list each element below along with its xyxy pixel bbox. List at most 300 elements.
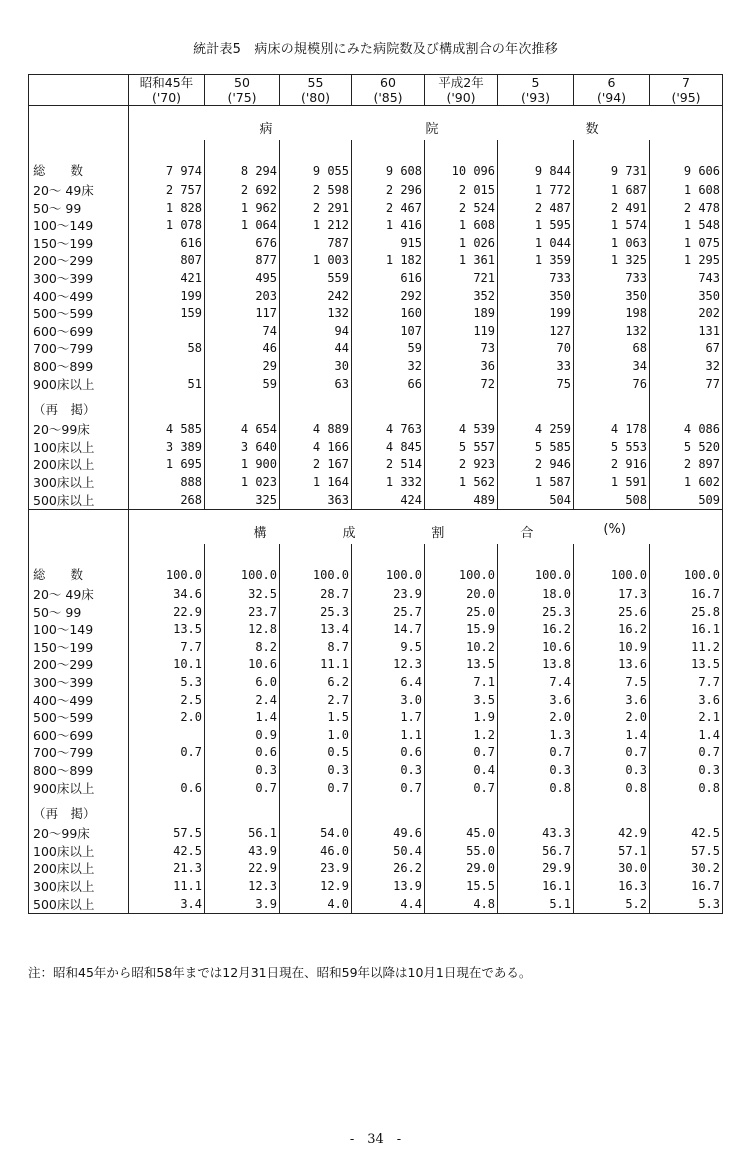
total-row [29,564,723,586]
cell-value: 30 [280,358,352,376]
cell-value: 13.9 [352,878,425,896]
data-row [29,182,723,200]
cell-value: 43.3 [498,825,574,843]
cell-value: 1 026 [425,235,498,253]
cell-value: 508 [574,492,650,510]
cell-value: 4 654 [205,421,280,439]
cell-value: 1.2 [425,727,498,745]
cell-value: 10.9 [574,639,650,657]
cell-value: 127 [498,323,574,341]
cell-value: 14.7 [352,621,425,639]
cell-value: 1 361 [425,252,498,270]
row-label: 総 数 [29,160,129,182]
cell-value: 28.7 [280,586,352,604]
cell-value: 0.3 [280,762,352,780]
cell-value: 100.0 [280,564,352,586]
cell-value: 1 587 [498,474,574,492]
cell-value: 2.0 [129,709,205,727]
row-label: 100床以上 [29,843,129,861]
cell-value: 1 962 [205,200,280,218]
cell-value: 1 332 [352,474,425,492]
cell-value: 21.3 [129,860,205,878]
cell-value: 16.7 [650,586,723,604]
cell-value: 131 [650,323,723,341]
cell-value: 1.1 [352,727,425,745]
cell-value: 1.4 [574,727,650,745]
cell-value: 4 539 [425,421,498,439]
statistics-table [28,74,723,914]
cell-value: 2 524 [425,200,498,218]
cell-value: 3 640 [205,439,280,457]
cell-value [129,762,205,780]
row-label: 100～149 [29,621,129,639]
cell-value: 6.0 [205,674,280,692]
row-label: 500床以上 [29,896,129,914]
sub-data-row [29,878,723,896]
cell-value: 58 [129,340,205,358]
cell-value: 29.0 [425,860,498,878]
column-year: 昭和45年 [139,75,194,90]
cell-value: 0.9 [205,727,280,745]
cell-value: 29 [205,358,280,376]
cell-value: 7.4 [498,674,574,692]
cell-value: 46.0 [280,843,352,861]
cell-value: 107 [352,323,425,341]
column-divider-tick [649,140,650,160]
row-label: 300～399 [29,674,129,692]
cell-value: 76 [574,376,650,394]
sub-heading-row [29,797,723,825]
cell-value [352,797,425,825]
cell-value: 2 291 [280,200,352,218]
cell-value: 3.6 [498,692,574,710]
cell-value: 1 078 [129,217,205,235]
column-year: 6 [607,75,616,90]
cell-value: 72 [425,376,498,394]
cell-value: 0.7 [574,744,650,762]
cell-value: 1 182 [352,252,425,270]
cell-value: 1 695 [129,456,205,474]
row-label: 600～699 [29,323,129,341]
cell-value: 0.7 [650,744,723,762]
row-label: 700～799 [29,744,129,762]
cell-value: 100.0 [650,564,723,586]
cell-value: 616 [129,235,205,253]
cell-value: 159 [129,305,205,323]
data-row [29,288,723,306]
cell-value: 22.9 [205,860,280,878]
cell-value: 11.1 [129,878,205,896]
data-row [29,217,723,235]
data-row [29,305,723,323]
cell-value: 2 946 [498,456,574,474]
cell-value: 13.5 [425,656,498,674]
cell-value: 32 [650,358,723,376]
cell-value: 504 [498,492,574,510]
cell-value: 23.9 [280,860,352,878]
cell-value: 25.6 [574,604,650,622]
sub-data-row [29,421,723,439]
footnote: 注：昭和45年から昭和58年までは12月31日現在、昭和59年以降は10月1日現在である。 [28,965,532,980]
cell-value: 7.7 [129,639,205,657]
cell-value: 509 [650,492,723,510]
column-year: 60 [380,75,396,90]
row-label: 100床以上 [29,439,129,457]
section-banner-char: 合 [520,526,534,542]
cell-value [425,797,498,825]
cell-value: 1 900 [205,456,280,474]
cell-value: 3.0 [352,692,425,710]
cell-value: 0.7 [280,780,352,798]
cell-value: 34 [574,358,650,376]
cell-value: 16.2 [574,621,650,639]
cell-value: 2 692 [205,182,280,200]
cell-value: 10.6 [205,656,280,674]
cell-value: 4 086 [650,421,723,439]
cell-value: 721 [425,270,498,288]
cell-value: 16.1 [498,878,574,896]
cell-value [280,393,352,421]
section-banner-char: 割 [431,526,445,542]
cell-value [129,797,205,825]
column-divider-tick [424,544,425,564]
row-label: 300～399 [29,270,129,288]
cell-value: 1 212 [280,217,352,235]
cell-value: 268 [129,492,205,510]
cell-value: 66 [352,376,425,394]
row-label: 50～ 99 [29,604,129,622]
cell-value: 6.4 [352,674,425,692]
table-title: 統計表5 病床の規模別にみた病院数及び構成割合の年次推移 [193,42,558,57]
cell-value: 203 [205,288,280,306]
cell-value: 59 [352,340,425,358]
cell-value: 70 [498,340,574,358]
cell-value: 49.6 [352,825,425,843]
cell-value: 56.1 [205,825,280,843]
data-row [29,252,723,270]
cell-value: 2.1 [650,709,723,727]
cell-value: 9 606 [650,160,723,182]
cell-value: 17.3 [574,586,650,604]
cell-value: 787 [280,235,352,253]
cell-value: 2 514 [352,456,425,474]
row-label: 100～149 [29,217,129,235]
cell-value: 132 [574,323,650,341]
cell-value: 10.2 [425,639,498,657]
data-row [29,692,723,710]
cell-value: 5 553 [574,439,650,457]
cell-value: 16.2 [498,621,574,639]
cell-value: 42.5 [129,843,205,861]
section-banner-char: 成 [342,526,356,542]
data-row [29,727,723,745]
column-divider-tick [351,140,352,160]
cell-value: 1.7 [352,709,425,727]
cell-value: 100.0 [498,564,574,586]
cell-value: 74 [205,323,280,341]
column-year: 7 [682,75,690,90]
column-header [574,75,650,106]
row-label: 200床以上 [29,860,129,878]
row-label: 150～199 [29,235,129,253]
column-western-year: ('75) [227,90,257,105]
cell-value: 1 591 [574,474,650,492]
cell-value: 2 478 [650,200,723,218]
cell-value: 199 [129,288,205,306]
section-banner-char: 数 [585,122,599,137]
column-header [650,75,723,106]
cell-value: 57.5 [129,825,205,843]
section-banner-char: 病 [259,122,273,137]
sub-data-row [29,492,723,510]
cell-value: 132 [280,305,352,323]
cell-value: 1 325 [574,252,650,270]
cell-value: 2.7 [280,692,352,710]
row-label: 200～299 [29,656,129,674]
cell-value: 34.6 [129,586,205,604]
cell-value: 12.9 [280,878,352,896]
cell-value: 42.5 [650,825,723,843]
row-label: 総 数 [29,564,129,586]
cell-value: 877 [205,252,280,270]
cell-value: 0.7 [425,780,498,798]
cell-value: 18.0 [498,586,574,604]
cell-value: 20.0 [425,586,498,604]
cell-value: 3.6 [650,692,723,710]
cell-value: 25.7 [352,604,425,622]
cell-value: 242 [280,288,352,306]
cell-value: 1.3 [498,727,574,745]
cell-value: 16.3 [574,878,650,896]
cell-value: 4 763 [352,421,425,439]
cell-value: 2 167 [280,456,352,474]
cell-value: 13.5 [650,656,723,674]
cell-value: 1 574 [574,217,650,235]
cell-value: 5.3 [650,896,723,914]
cell-value: 1 602 [650,474,723,492]
column-year: 50 [234,75,250,90]
data-row [29,604,723,622]
cell-value: 4 259 [498,421,574,439]
cell-value: 1 772 [498,182,574,200]
data-row [29,621,723,639]
cell-value: 36 [425,358,498,376]
cell-value: 0.8 [574,780,650,798]
cell-value: 1 828 [129,200,205,218]
cell-value: 94 [280,323,352,341]
cell-value: 1 548 [650,217,723,235]
cell-value: 100.0 [574,564,650,586]
cell-value: 5.3 [129,674,205,692]
cell-value: 1 075 [650,235,723,253]
cell-value: 1.0 [280,727,352,745]
row-label: 20～99床 [29,825,129,843]
cell-value: 2 757 [129,182,205,200]
cell-value: 0.3 [650,762,723,780]
cell-value: 30.0 [574,860,650,878]
row-label: 20～ 49床 [29,182,129,200]
cell-value: 46 [205,340,280,358]
cell-value: 421 [129,270,205,288]
cell-value [650,797,723,825]
header-row [29,75,723,106]
cell-value: 2 015 [425,182,498,200]
column-divider-tick [573,140,574,160]
cell-value: 0.3 [498,762,574,780]
cell-value: 2 916 [574,456,650,474]
cell-value [498,393,574,421]
cell-value: 1 063 [574,235,650,253]
cell-value: 350 [498,288,574,306]
cell-value: 45.0 [425,825,498,843]
cell-value: 292 [352,288,425,306]
cell-value: 54.0 [280,825,352,843]
cell-value: 8.2 [205,639,280,657]
cell-value: 13.5 [129,621,205,639]
sub-data-row [29,843,723,861]
cell-value [352,393,425,421]
cell-value: 160 [352,305,425,323]
cell-value: 4 585 [129,421,205,439]
data-row [29,674,723,692]
cell-value: 1.4 [650,727,723,745]
section-banner-row [29,510,723,565]
cell-value: 10.6 [498,639,574,657]
column-divider-tick [497,140,498,160]
cell-value: 2 467 [352,200,425,218]
cell-value: 33 [498,358,574,376]
section-banner-char: 構 [253,526,267,542]
row-label: 500床以上 [29,492,129,510]
cell-value: 2 487 [498,200,574,218]
cell-value: 63 [280,376,352,394]
cell-value: 3.6 [574,692,650,710]
cell-value: 0.7 [129,744,205,762]
data-row [29,709,723,727]
column-western-year: ('70) [151,90,182,105]
row-label: 800～899 [29,762,129,780]
cell-value: 0.7 [498,744,574,762]
cell-value: 67 [650,340,723,358]
sub-data-row [29,896,723,914]
row-label: 700～799 [29,340,129,358]
cell-value: 0.7 [205,780,280,798]
row-label: 200床以上 [29,456,129,474]
cell-value: 10.1 [129,656,205,674]
cell-value [574,393,650,421]
row-label: 500～599 [29,305,129,323]
row-label: 400～499 [29,692,129,710]
row-label: （再 掲） [29,797,129,825]
cell-value: 363 [280,492,352,510]
cell-value: 11.2 [650,639,723,657]
cell-value: 23.7 [205,604,280,622]
cell-value: 559 [280,270,352,288]
row-label [29,510,129,565]
cell-value: 1 023 [205,474,280,492]
cell-value: 1 687 [574,182,650,200]
section-banner-char: (%) [603,522,626,538]
row-label: 600～699 [29,727,129,745]
cell-value: 16.1 [650,621,723,639]
corner-cell [29,75,129,106]
column-header [352,75,425,106]
cell-value [650,393,723,421]
cell-value [129,358,205,376]
row-label: 200～299 [29,252,129,270]
cell-value: 117 [205,305,280,323]
section-banner [129,510,723,565]
cell-value: 0.3 [574,762,650,780]
column-divider-tick [424,140,425,160]
cell-value: 4.0 [280,896,352,914]
cell-value: 0.8 [650,780,723,798]
cell-value: 733 [498,270,574,288]
cell-value: 2.4 [205,692,280,710]
cell-value: 7.7 [650,674,723,692]
cell-value: 915 [352,235,425,253]
cell-value: 77 [650,376,723,394]
column-year: 55 [307,75,324,90]
cell-value: 51 [129,376,205,394]
cell-value: 30.2 [650,860,723,878]
cell-value: 352 [425,288,498,306]
column-divider-tick [351,544,352,564]
cell-value: 2 296 [352,182,425,200]
cell-value: 1 295 [650,252,723,270]
sub-data-row [29,825,723,843]
row-label: 900床以上 [29,376,129,394]
cell-value: 350 [650,288,723,306]
data-row [29,340,723,358]
cell-value: 13.6 [574,656,650,674]
cell-value: 6.2 [280,674,352,692]
column-year: 平成2年 [438,75,484,90]
cell-value: 1 164 [280,474,352,492]
cell-value: 2.0 [574,709,650,727]
cell-value: 4.8 [425,896,498,914]
cell-value: 50.4 [352,843,425,861]
cell-value: 2 897 [650,456,723,474]
column-divider-tick [279,140,280,160]
row-label: 500～599 [29,709,129,727]
cell-value: 5 585 [498,439,574,457]
data-row [29,200,723,218]
cell-value: 495 [205,270,280,288]
data-row [29,639,723,657]
column-divider-tick [279,544,280,564]
cell-value: 2 923 [425,456,498,474]
row-label: 20～ 49床 [29,586,129,604]
cell-value: 0.6 [205,744,280,762]
cell-value: 888 [129,474,205,492]
cell-value: 59 [205,376,280,394]
sub-data-row [29,860,723,878]
row-label: 900床以上 [29,780,129,798]
data-row [29,656,723,674]
data-row [29,744,723,762]
row-label: 300床以上 [29,878,129,896]
cell-value [205,797,280,825]
column-header [280,75,352,106]
cell-value: 3.9 [205,896,280,914]
cell-value: 29.9 [498,860,574,878]
page-number: - 34 - [349,1132,402,1147]
cell-value: 4 178 [574,421,650,439]
cell-value [129,727,205,745]
cell-value: 1.9 [425,709,498,727]
data-row [29,376,723,394]
